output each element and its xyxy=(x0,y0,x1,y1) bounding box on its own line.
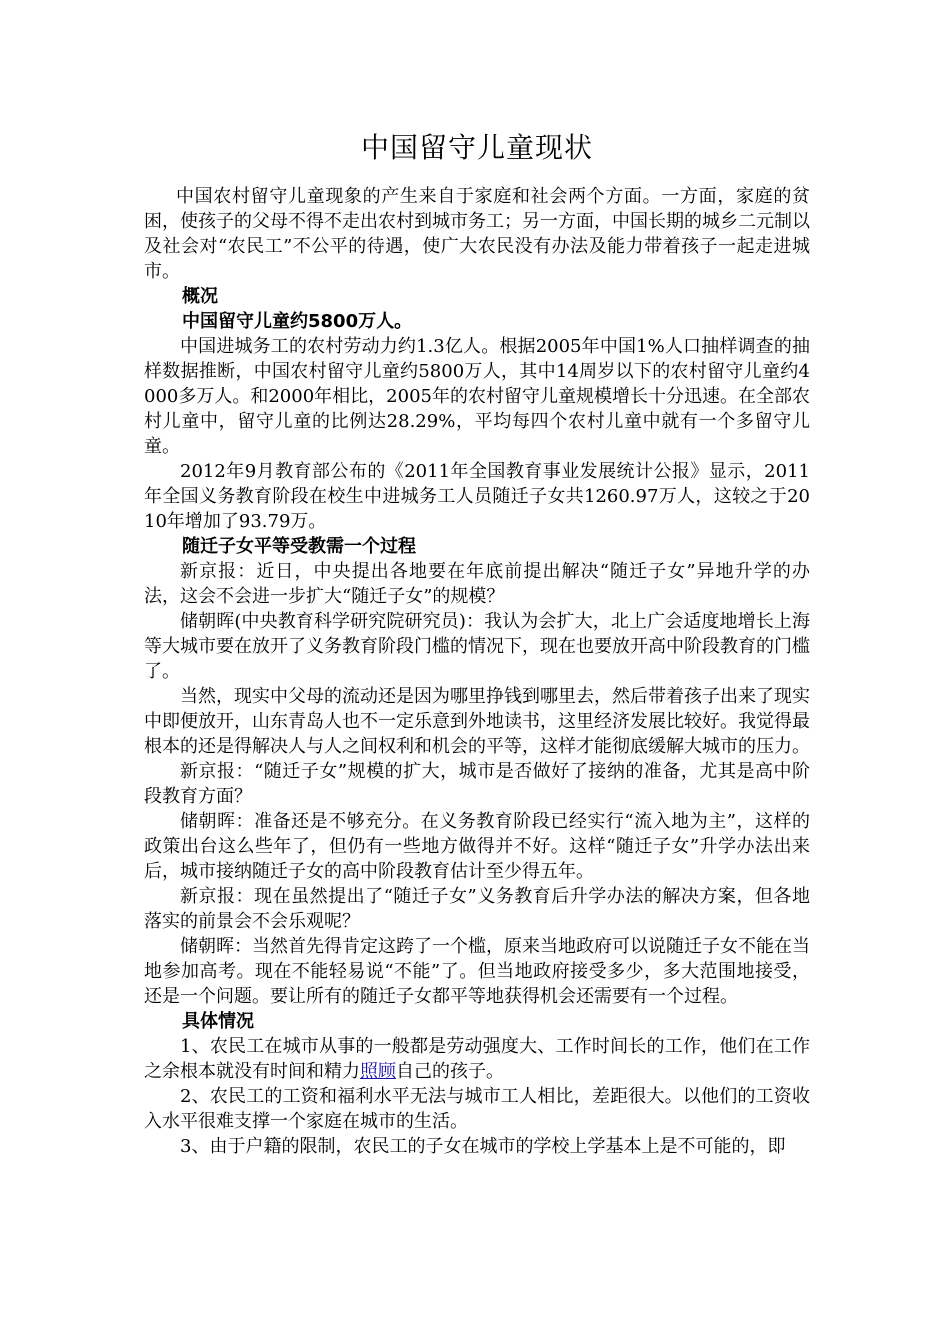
detail-item-3: 3、由于户籍的限制，农民工的子女在城市的学校上学基本上是不可能的，即 xyxy=(180,1136,786,1157)
interview-paragraph: 储朝晖：当然首先得肯定这跨了一个槛，原来当地政府可以说随迁子女不能在当地参加高考。现在不能轻易说“不能”了。但当地政府接受多少，多大范围地接受，还是一个问题。要让所有的随迁子女都平等地获得机会还需要有一个过程。 xyxy=(144,936,810,1007)
overview-paragraph: 2012年9月教育部公布的《2011年全国教育事业发展统计公报》显示，2011年全国义务教育阶段在校生中进城务工人员随迁子女共1260.97万人，这较之于2010年增加了93.79万。 xyxy=(144,461,810,532)
interview-paragraph: 储朝晖(中央教育科学研究院研究员)：我认为会扩大，北上广会适度地增长上海等大城市要在放开了义务教育阶段门槛的情况下，现在也要放开高中阶段教育的门槛了。 xyxy=(144,611,810,682)
section-heading-process: 随迁子女平等受教需一个过程 xyxy=(182,536,416,557)
detail-item-1 xyxy=(144,1034,810,1084)
detail-item-1-text-before: 1、农民工在城市从事的一般都是劳动强度大、工作时间长的工作，他们在工作之余根本就没有时间和精力 xyxy=(144,1036,810,1082)
detail-item-1-text-after: 自己的孩子。 xyxy=(396,1061,504,1082)
interview-paragraph: 新京报：“随迁子女”规模的扩大，城市是否做好了接纳的准备，尤其是高中阶段教育方面？ xyxy=(144,761,810,807)
section-subheading-count: 中国留守儿童约5800万人。 xyxy=(182,311,413,332)
section-heading-overview: 概况 xyxy=(182,286,218,307)
interview-paragraph: 新京报：近日，中央提出各地要在年底前提出解决“随迁子女”异地升学的办法，这会不会进一步扩大“随迁子女”的规模？ xyxy=(144,561,810,607)
section-heading-details: 具体情况 xyxy=(182,1011,254,1032)
overview-paragraph: 中国进城务工的农村劳动力约1.3亿人。根据2005年中国1%人口抽样调查的抽样数据推断，中国农村留守儿童约5800万人，其中14周岁以下的农村留守儿童约4000多万人。和2000年相比，2005年的农村留守儿童规模增长十分迅速。在全部农村儿童中，留守儿童的比例达28.29%，平均每四个农村儿童中就有一个多留守儿童。 xyxy=(144,336,810,457)
interview-paragraph: 新京报：现在虽然提出了“随迁子女”义务教育后升学办法的解决方案，但各地落实的前景会不会乐观呢？ xyxy=(144,886,810,932)
page-title: 中国留守儿童现状 xyxy=(360,131,593,164)
interview-paragraph: 当然，现实中父母的流动还是因为哪里挣钱到哪里去，然后带着孩子出来了现实中即便放开，山东青岛人也不一定乐意到外地读书，这里经济发展比较好。我觉得最根本的还是得解决人与人之间权利和机会的平等，这样才能彻底缓解大城市的压力。 xyxy=(144,686,810,757)
care-link[interactable]: 照顾 xyxy=(360,1061,396,1082)
detail-item-2: 2、农民工的工资和福利水平无法与城市工人相比，差距很大。以他们的工资收入水平很难支撑一个家庭在城市的生活。 xyxy=(144,1086,810,1132)
interview-paragraph: 储朝晖：准备还是不够充分。在义务教育阶段已经实行“流入地为主”，这样的政策出台这么些年了，但仍有一些地方做得并不好。这样“随迁子女”升学办法出来后，城市接纳随迁子女的高中阶段教育估计至少得五年。 xyxy=(144,811,810,882)
intro-paragraph: 中国农村留守儿童现象的产生来自于家庭和社会两个方面。一方面，家庭的贫困，使孩子的父母不得不走出农村到城市务工；另一方面，中国长期的城乡二元制以及社会对“农民工”不公平的待遇，使广大农民没有办法及能力带着孩子一起走进城市。 xyxy=(144,186,810,282)
document-body xyxy=(144,128,810,1159)
